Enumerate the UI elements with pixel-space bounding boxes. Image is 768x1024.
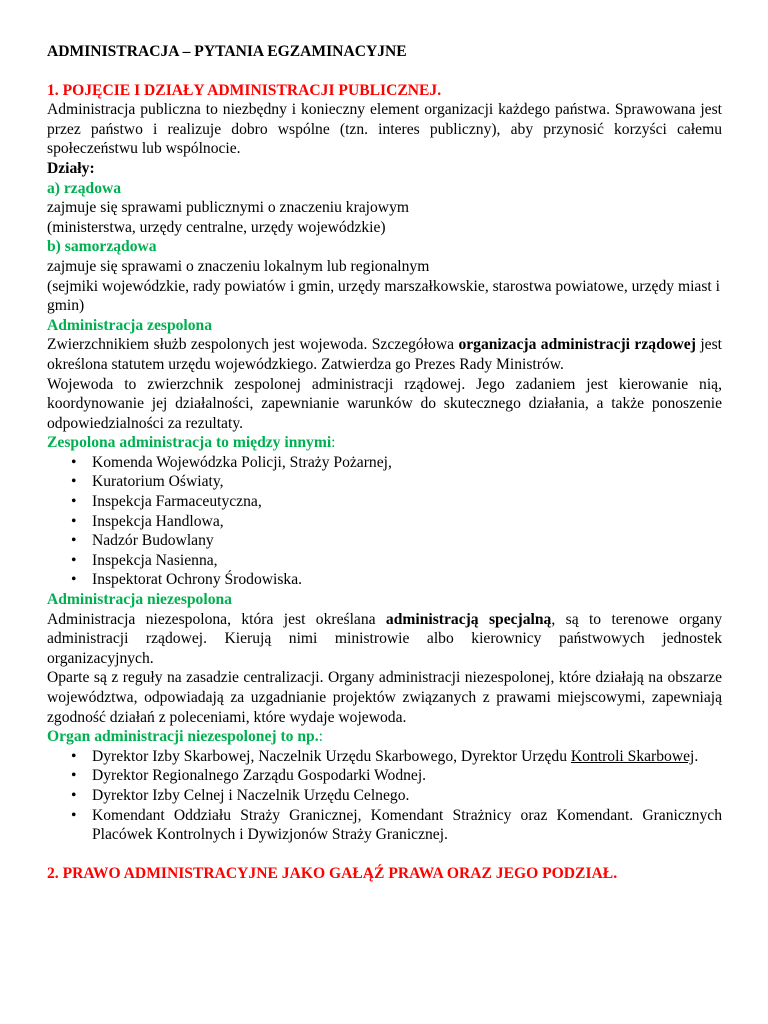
rzadowa-heading: a) rządowa: [47, 179, 122, 197]
list-item: • Kuratorium Oświaty,: [47, 472, 722, 492]
list-item: • Inspekcja Farmaceutyczna,: [47, 492, 722, 512]
section-2-heading: 2. PRAWO ADMINISTRACYJNE JAKO GAŁĄŹ PRAWA ORAZ JEGO PODZIAŁ.: [47, 864, 618, 882]
zespolona-p1-text-b: jest określona statutem urzędu wojewódzkiego. Zatwierdza go Prezes Rady Ministrów.: [47, 336, 722, 373]
samorzadowa-examples: (sejmiki wojewódzkie, rady powiatów i gmin, urzędy marszałkowskie, starostwa powiatowe, urzędy miast i gmin): [47, 277, 720, 315]
dzialy-label: Działy:: [47, 159, 95, 177]
organ-list-heading-text: Organ administracji niezespolonej to np.: [47, 728, 319, 746]
list-item: [47, 747, 722, 767]
zespolona-list-heading: [47, 433, 722, 453]
list-item: • Inspekcja Nasienna,: [47, 551, 722, 571]
zespolona-list: [47, 453, 722, 590]
zespolona-list-heading-text: Zespolona administracja to między innymi: [47, 434, 332, 452]
niezespolona-p1-text-b: , są to terenowe organy administracji rządowej. Kierują nimi ministrowie albo kierownicy państwowych jednostek organizacyjnych.: [47, 610, 723, 667]
organ-list: [47, 747, 722, 845]
niezespolona-p1-text-a: Administracja niezespolona, która jest określana: [47, 610, 386, 628]
zespolona-p1-text-a: Zwierzchnikiem służb zespolonych jest wojewoda. Szczegółowa: [47, 336, 459, 354]
niezespolona-heading: Administracja niezespolona: [47, 591, 232, 609]
organ-item-1-text-b: .: [694, 747, 699, 765]
section-1-heading: 1. POJĘCIE I DZIAŁY ADMINISTRACJI PUBLICZNEJ.: [47, 81, 442, 99]
document-title: ADMINISTRACJA – PYTANIA EGZAMINACYJNE: [47, 43, 407, 60]
niezespolona-paragraph-2: Oparte są z reguły na zasadzie centralizacji. Organy administracji niezespolonej, które działają na obszarze województwa, odpowiadają za uzgadnianie projektów związanych z prawami miejscowymi, zapewniają zgodność działań z poleceniami, które wydaje wojewoda.: [47, 669, 722, 726]
section-gap: [47, 845, 722, 864]
list-item: • Komenda Wojewódzka Policji, Straży Pożarnej,: [47, 453, 722, 473]
zespolona-heading: Administracja zespolona: [47, 316, 213, 334]
zespolona-p1-bold: organizacja administracji rządowej: [458, 336, 696, 354]
list-item: • Nadzór Budowlany: [47, 531, 722, 551]
list-item: • Dyrektor Regionalnego Zarządu Gospodarki Wodnej.: [47, 766, 722, 786]
list-item: • Komendant Oddziału Straży Granicznej, Komendant Strażnicy oraz Komendant. Granicznych Placówek Kontrolnych i Dywizjonów Straży Granicznej.: [47, 806, 722, 845]
list-item: • Inspektorat Ochrony Środowiska.: [47, 570, 722, 590]
zespolona-paragraph-2: Wojewoda to zwierzchnik zespolonej administracji rządowej. Jego zadaniem jest kierowanie nią, koordynowanie jej działalności, zapewnianie warunków do skutecznego działania, a także ponoszenie odpowiedzialności za rezultaty.: [47, 375, 722, 432]
niezespolona-p1-bold: administracją specjalną: [385, 610, 552, 628]
list-item: • Inspekcja Handlowa,: [47, 512, 722, 532]
zespolona-paragraph-1: [47, 335, 722, 374]
niezespolona-paragraph-1: [47, 610, 722, 669]
organ-list-heading-colon: :: [318, 728, 323, 746]
organ-list-heading: [47, 727, 722, 747]
rzadowa-text: zajmuje się sprawami publicznymi o znaczeniu krajowym: [47, 199, 409, 217]
zespolona-list-heading-colon: :: [331, 434, 336, 452]
samorzadowa-heading: b) samorządowa: [47, 238, 157, 256]
organ-item-1-underlined: Kontroli Skarbowej: [570, 747, 695, 765]
samorzadowa-text: zajmuje się sprawami o znaczeniu lokalnym lub regionalnym: [47, 257, 430, 275]
section-1-intro: Administracja publiczna to niezbędny i konieczny element organizacji każdego państwa. Sprawowana jest przez państwo i realizuje dobro wspólne (tzn. interes publiczny), aby przynosić korzyści całemu społeczeństwu lub wspólnocie.: [47, 101, 722, 158]
rzadowa-examples: (ministerstwa, urzędy centralne, urzędy wojewódzkie): [47, 218, 386, 236]
list-item: • Dyrektor Izby Celnej i Naczelnik Urzędu Celnego.: [47, 786, 722, 806]
organ-item-1-text-a: Dyrektor Izby Skarbowej, Naczelnik Urzędu Skarbowego, Dyrektor Urzędu: [92, 747, 571, 765]
